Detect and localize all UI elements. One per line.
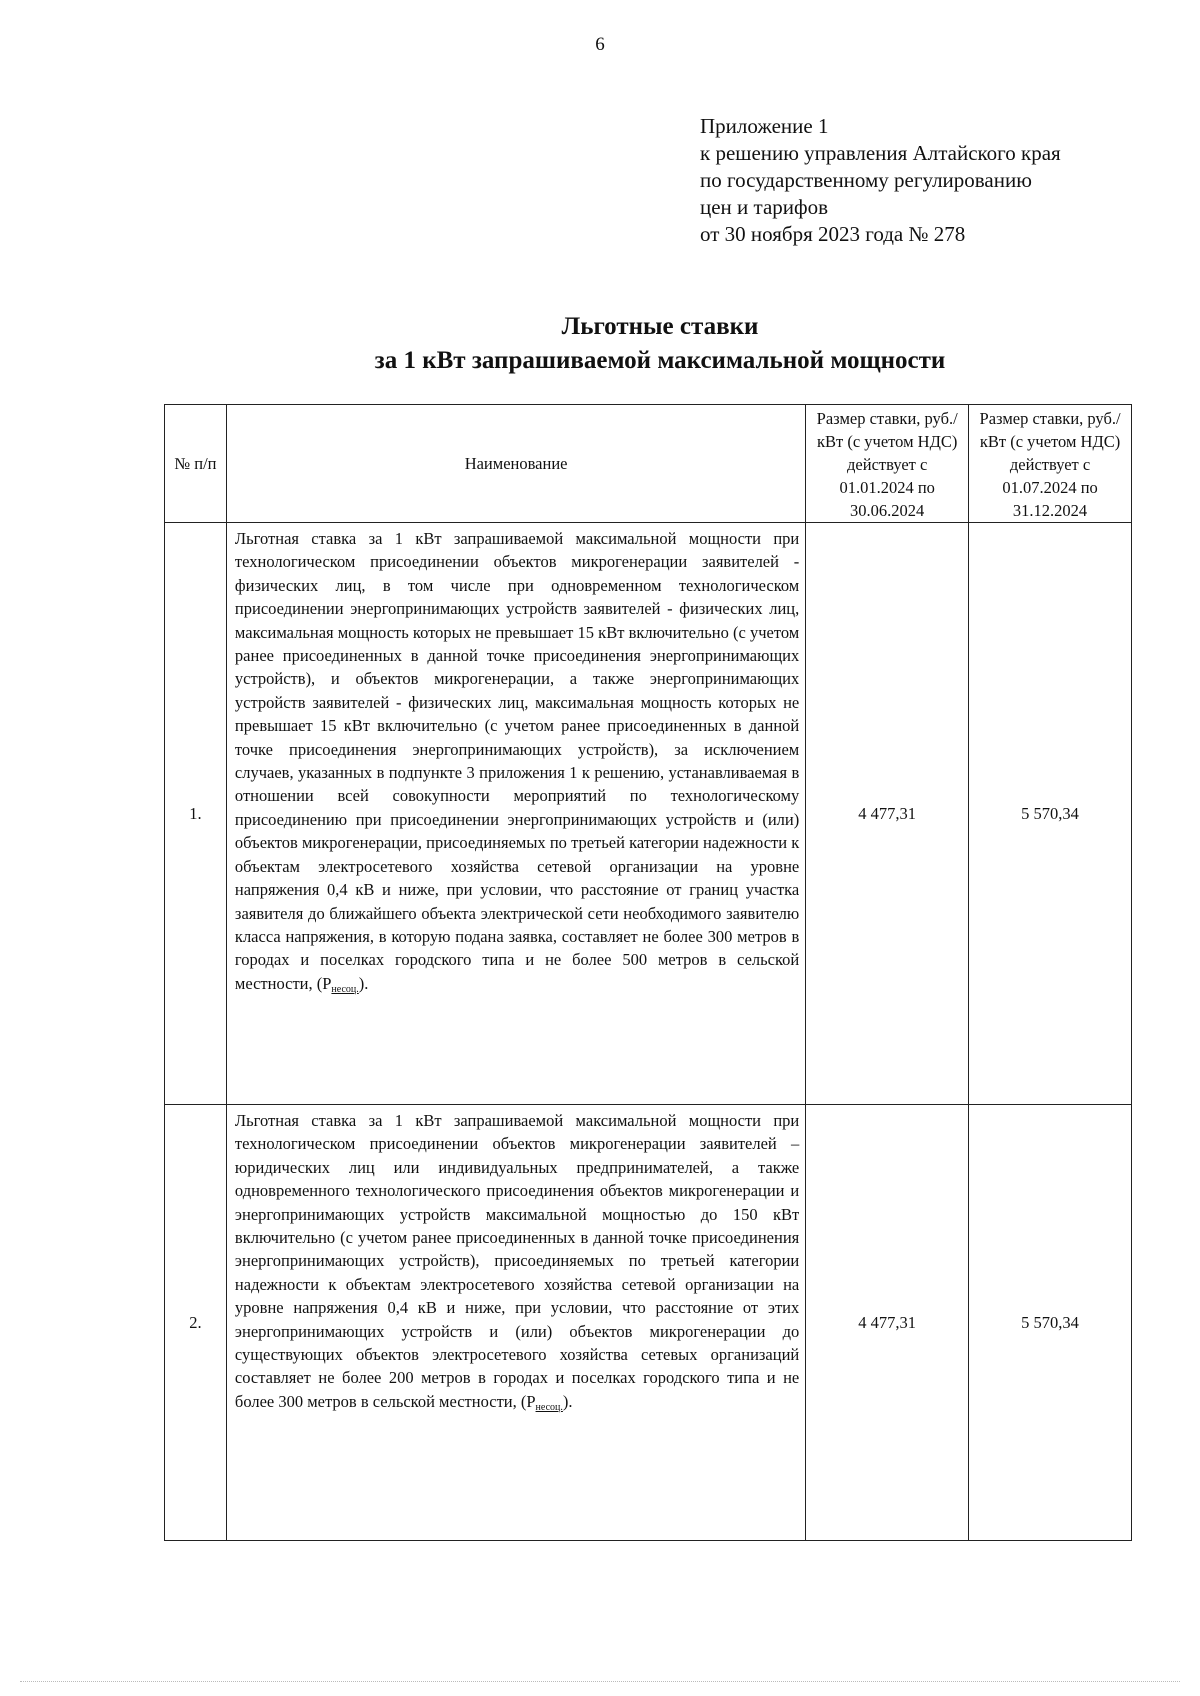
appendix-line: от 30 ноября 2023 года № 278 [700, 222, 966, 246]
appendix-line: цен и тарифов [700, 195, 829, 219]
row-description [226, 523, 805, 1105]
rates-table [164, 404, 1132, 1541]
table-header-row [165, 405, 1132, 523]
title-line-1: Льготные ставки [561, 313, 759, 340]
row-rate-h2: 5 570,34 [969, 523, 1132, 1105]
row-number: 2. [165, 1105, 227, 1541]
row-rate-h1: 4 477,31 [806, 1105, 969, 1541]
table-row [165, 523, 1132, 1105]
title-line-2: за 1 кВт запрашиваемой максимальной мощности [374, 347, 946, 374]
scan-edge-line [20, 1681, 1180, 1682]
document-title [0, 310, 1200, 378]
table-row [165, 1105, 1132, 1541]
row-symbol-subscript: несоц. [331, 983, 359, 995]
row-number: 1. [165, 523, 227, 1105]
row-description [226, 1105, 805, 1541]
row-symbol-subscript: несоц. [535, 1401, 563, 1413]
appendix-note [700, 113, 1061, 248]
row-text: Льготная ставка за 1 кВт запрашиваемой максимальной мощности при технологическом присоединении объектов микрогенерации заявителей - физических лиц, в том числе при одновременном технологическом присоединении энергопринимающих устройств заявителей - физических лиц, максимальная мощность которых не превышает 15 кВт включительно (с учетом ранее присоединенных в данной точке присоединения энергопринимающих устройств), и объектов микрогенерации, а также энергопринимающих устройств заявителей - физических лиц, максимальная мощность которых не превышает 15 кВт включительно (с учетом ранее присоединенных в данной точке присоединения энергопринимающих устройств), за исключением случаев, указанных в подпункте 3 приложения 1 к решению, устанавливаемая в отношении всей совокупности мероприятий по технологическому присоединению при присоединении энергопринимающих устройств и (или) объектов микрогенерации, присоединяемых по третьей категории надежности к объектам электросетевого хозяйства сетевой организации на уровне напряжения 0,4 кВ и ниже, при условии, что расстояние от границ участка заявителя до ближайшего объекта электрической сети необходимого заявителю класса напряжения, в которую подана заявка, составляет не более 300 метров в городах и поселках городского типа и не более 500 метров в сельской местности, (P [234, 529, 800, 993]
row-text-end: ). [358, 973, 369, 993]
header-rate-h2: Размер ставки, руб./кВт (с учетом НДС) действует с 01.07.2024 по 31.12.2024 [969, 405, 1132, 523]
header-name: Наименование [226, 405, 805, 523]
row-rate-h2: 5 570,34 [969, 1105, 1132, 1541]
row-rate-h1: 4 477,31 [806, 523, 969, 1105]
row-text-end: ). [562, 1391, 573, 1411]
appendix-line: Приложение 1 [700, 114, 829, 138]
appendix-line: по государственному регулированию [700, 168, 1032, 192]
page-number: 6 [595, 34, 605, 55]
header-number: № п/п [165, 405, 227, 523]
row-text: Льготная ставка за 1 кВт запрашиваемой максимальной мощности при технологическом присоединении объектов микрогенерации заявителей – юридических лиц или индивидуальных предпринимателей, а также одновременного технологического присоединения объектов микрогенерации и энергопринимающих устройств максимальной мощностью до 150 кВт включительно (с учетом ранее присоединенных в данной точке присоединения энергопринимающих устройств), присоединяемых по третьей категории надежности к объектам электросетевого хозяйства сетевой организации на уровне напряжения 0,4 кВ и ниже, при условии, что расстояние от этих энергопринимающих устройств и (или) объектов микрогенерации до существующих объектов электросетевого хозяйства сетевых организаций составляет не более 200 метров в городах и поселках городского типа и не более 300 метров в сельской местности, (P [234, 1111, 800, 1411]
appendix-line: к решению управления Алтайского края [700, 141, 1061, 165]
header-rate-h1: Размер ставки, руб./кВт (с учетом НДС) действует с 01.01.2024 по 30.06.2024 [806, 405, 969, 523]
